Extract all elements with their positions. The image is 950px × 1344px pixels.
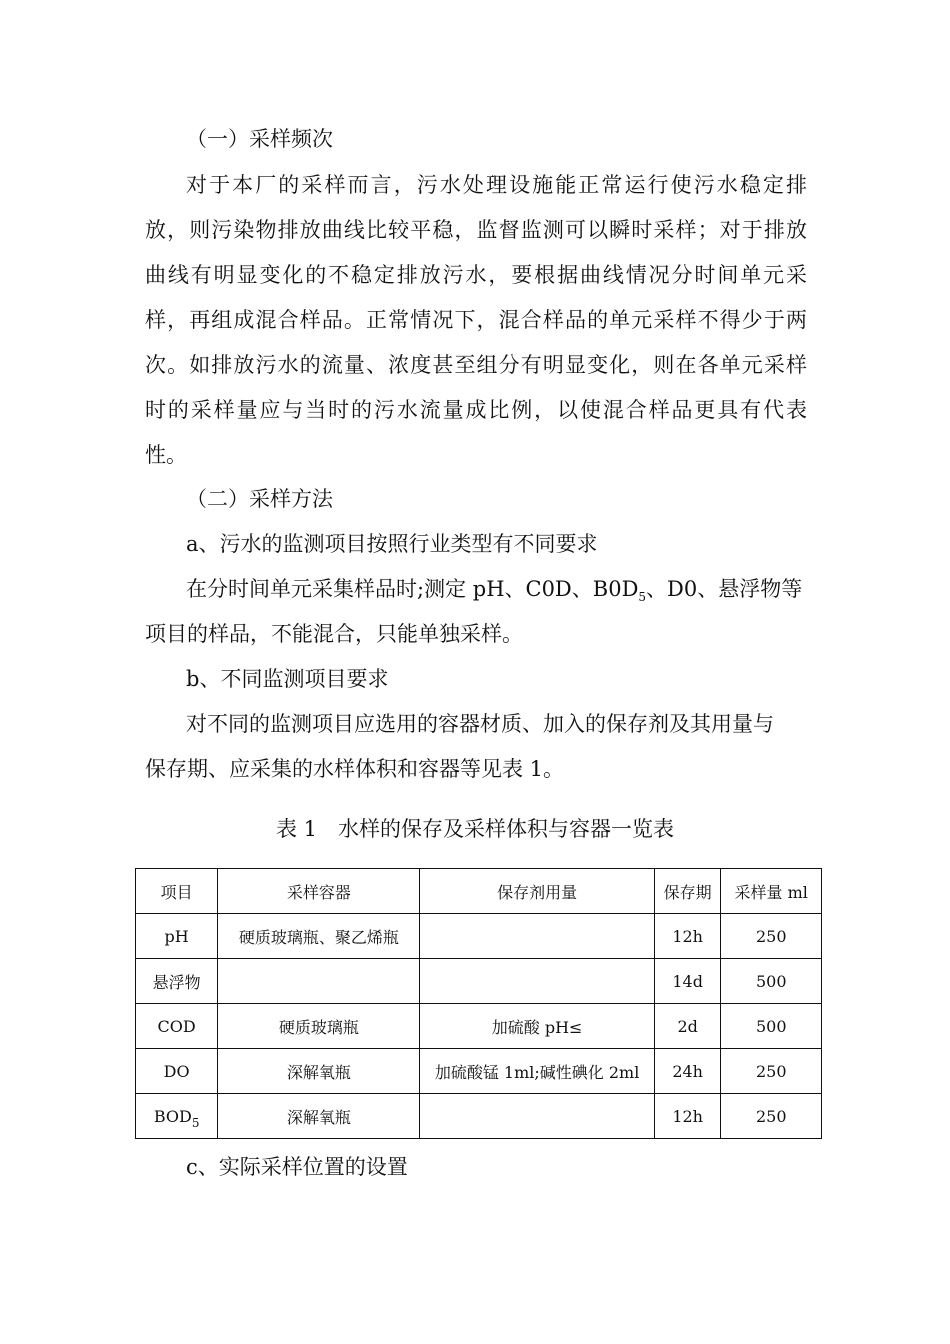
subscript: 5: [638, 590, 647, 604]
cell-item: [136, 1004, 218, 1049]
cell-item-text: BOD: [153, 1106, 192, 1126]
cell-period: 12h: [654, 914, 721, 959]
header-cell-period: 保存期: [654, 869, 721, 914]
header-cell-volume: 采样量 ml: [721, 869, 822, 914]
cell-volume: 500: [721, 1004, 822, 1049]
cell-container: 硬质玻璃瓶: [218, 1004, 420, 1049]
cell-preservative: [420, 1094, 654, 1139]
paragraph-line: 时的采样量应与当时的污水流量成比例，以使混合样品更具有代表: [145, 398, 807, 422]
list-item-a: a、污水的监测项目按照行业类型有不同要求: [186, 532, 598, 556]
cell-item-text: COD: [157, 1016, 196, 1036]
section-heading-sampling-method: （二）采样方法: [186, 487, 333, 511]
subscript: 5: [191, 1115, 200, 1130]
cell-item-text: DO: [163, 1061, 190, 1081]
paragraph-line: 次。如排放污水的流量、浓度甚至组分有明显变化，则在各单元采样: [145, 353, 807, 377]
paragraph-line: 放，则污染物排放曲线比较平稳，监督监测可以瞬时采样；对于排放: [145, 218, 807, 242]
cell-container: 硬质玻璃瓶、聚乙烯瓶: [218, 914, 420, 959]
cell-item-text: 悬浮物: [152, 972, 201, 992]
paragraph-line: 曲线有明显变化的不稳定排放污水，要根据曲线情况分时间单元采: [145, 263, 807, 287]
cell-item: [136, 1094, 218, 1139]
cell-item: [136, 1049, 218, 1094]
table-header-row: [136, 869, 822, 914]
cell-volume: 500: [721, 959, 822, 1004]
list-item-c: c、实际采样位置的设置: [186, 1155, 408, 1179]
cell-container: 深解氧瓶: [218, 1094, 420, 1139]
cell-volume: 250: [721, 1094, 822, 1139]
table-caption: 表 1 水样的保存及采样体积与容器一览表: [275, 817, 675, 841]
header-cell-item: 项目: [136, 869, 218, 914]
list-item-b: b、不同监测项目要求: [186, 667, 389, 691]
header-cell-preservative: 保存剂用量: [420, 869, 654, 914]
cell-item: [136, 914, 218, 959]
cell-preservative: [420, 914, 654, 959]
cell-preservative: [420, 959, 654, 1004]
table-row: [136, 1049, 822, 1094]
paragraph-line: 性。: [145, 443, 187, 467]
preservation-table: [135, 868, 822, 1139]
paragraph-line: 对于本厂的采样而言，污水处理设施能正常运行使污水稳定排: [186, 173, 807, 197]
table-row: [136, 1094, 822, 1139]
table-row: [136, 914, 822, 959]
cell-item: [136, 959, 218, 1004]
cell-volume: 250: [721, 914, 822, 959]
cell-preservative: 加硫酸锰 1ml;碱性碘化 2ml: [420, 1049, 654, 1094]
paragraph-line: [186, 574, 802, 604]
paragraph-line: 保存期、应采集的水样体积和容器等见表 1。: [145, 757, 565, 781]
paragraph-text: 、D0、悬浮物等: [646, 577, 803, 601]
paragraph-text: 在分时间单元采集样品时;测定 pH、C0D、B0D: [186, 577, 639, 601]
paragraph-line: 项目的样品，不能混合，只能单独采样。: [145, 622, 523, 646]
cell-item-text: pH: [164, 926, 189, 946]
cell-container: [218, 959, 420, 1004]
cell-period: 12h: [654, 1094, 721, 1139]
cell-preservative: 加硫酸 pH≤: [420, 1004, 654, 1049]
cell-container: 深解氧瓶: [218, 1049, 420, 1094]
cell-period: 24h: [654, 1049, 721, 1094]
cell-volume: 250: [721, 1049, 822, 1094]
paragraph-line: 对不同的监测项目应选用的容器材质、加入的保存剂及其用量与: [186, 712, 774, 736]
table-row: [136, 1004, 822, 1049]
paragraph-line: 样，再组成混合样品。正常情况下，混合样品的单元采样不得少于两: [145, 308, 807, 332]
header-cell-container: 采样容器: [218, 869, 420, 914]
cell-period: 14d: [654, 959, 721, 1004]
section-heading-sampling-frequency: （一）采样频次: [186, 127, 333, 151]
table-row: [136, 959, 822, 1004]
cell-period: 2d: [654, 1004, 721, 1049]
